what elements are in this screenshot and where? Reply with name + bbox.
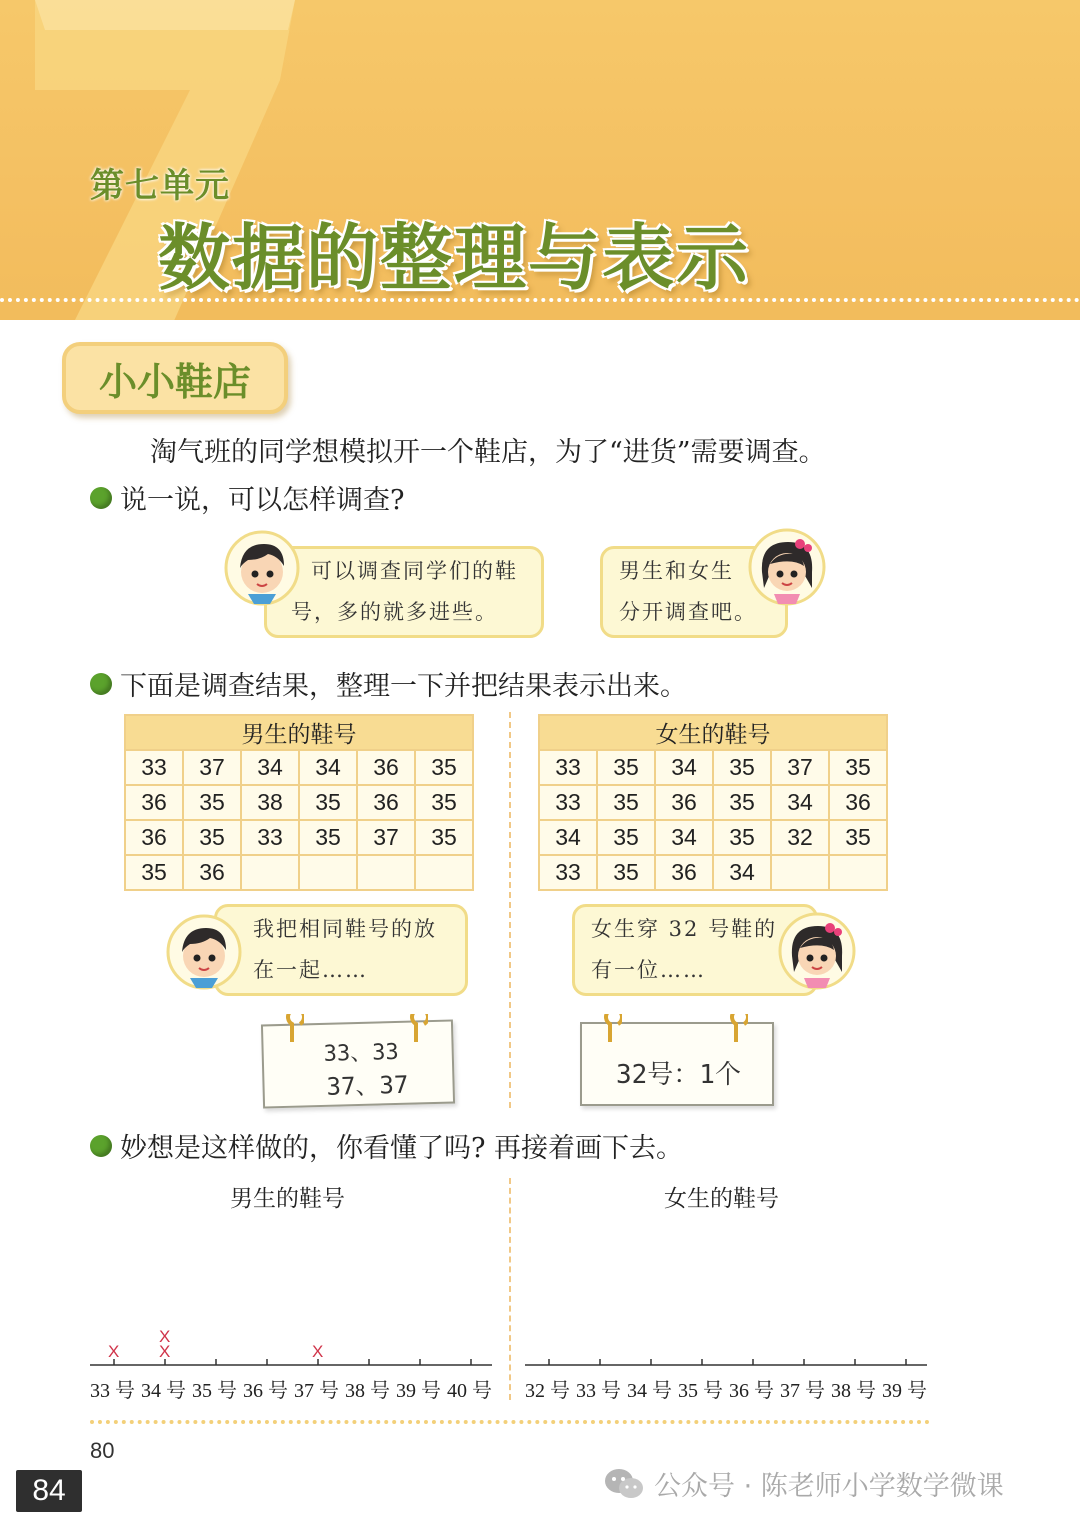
table-row	[125, 750, 473, 785]
table-cell: 35	[415, 750, 473, 785]
table-cell: 34	[539, 820, 597, 855]
table-cell: 33	[241, 820, 299, 855]
boys-chart-title: 男生的鞋号	[230, 1186, 345, 1212]
boy-avatar-icon	[224, 530, 300, 606]
page-badge: 84	[16, 1470, 82, 1512]
bubble-line: 在一起……	[253, 958, 368, 982]
table-cell: 34	[299, 750, 357, 785]
table-cell: 34	[655, 750, 713, 785]
bullet-text: 说一说，可以怎样调查?	[120, 485, 405, 516]
x-mark: X	[108, 1342, 120, 1361]
axis-tick-label: 34 号	[627, 1380, 672, 1402]
table-cell: 33	[125, 750, 183, 785]
x-mark: X	[159, 1327, 171, 1346]
chapter-header	[0, 0, 1080, 320]
table-cell	[299, 855, 357, 890]
table-cell: 36	[125, 820, 183, 855]
table-row	[125, 785, 473, 820]
table-cell: 35	[713, 750, 771, 785]
table-cell: 35	[125, 855, 183, 890]
axis-tick-label: 38 号	[831, 1380, 876, 1402]
table-cell: 35	[299, 785, 357, 820]
bullet-discuss	[90, 478, 404, 517]
bubble-line: 分开调查吧。	[619, 600, 757, 624]
bubble-line: 有一位……	[591, 958, 706, 982]
axis-tick-label: 39 号	[882, 1380, 927, 1402]
watermark	[604, 1464, 1004, 1503]
bubble-line: 男生和女生	[619, 559, 734, 583]
table-cell	[415, 855, 473, 890]
table-cell: 35	[713, 785, 771, 820]
boy-avatar-icon	[166, 914, 242, 990]
chart-divider	[509, 1178, 511, 1400]
table-row	[539, 750, 887, 785]
bubble-line: 女生穿 32 号鞋的	[591, 917, 778, 941]
table-cell: 34	[241, 750, 299, 785]
table-cell: 35	[183, 785, 241, 820]
bullet-results	[90, 664, 687, 703]
table-cell: 33	[539, 750, 597, 785]
girl-avatar-icon	[778, 912, 856, 990]
bubble-line: 号，多的就多进些。	[291, 600, 498, 624]
girls-chart-title: 女生的鞋号	[664, 1186, 779, 1212]
lesson-intro: 淘气班的同学想模拟开一个鞋店，为了“进货”需要调查。	[150, 437, 826, 468]
table-cell: 35	[597, 855, 655, 890]
table-cell: 35	[713, 820, 771, 855]
table-cell: 36	[655, 855, 713, 890]
table-row	[539, 855, 887, 890]
table-cell: 36	[655, 785, 713, 820]
table-cell: 35	[183, 820, 241, 855]
axis-tick-label: 33 号	[90, 1380, 135, 1402]
boys-shoe-size-table	[124, 714, 474, 891]
wechat-icon	[604, 1467, 644, 1501]
green-bullet-icon	[90, 673, 112, 695]
table-cell: 36	[829, 785, 887, 820]
printed-page-number: 80	[90, 1438, 115, 1463]
speech-bubble-boy-1	[264, 546, 544, 638]
girls-shoe-size-table	[538, 714, 888, 891]
table-body	[539, 750, 887, 890]
note-line: 37、37	[326, 1070, 409, 1101]
axis-tick-label: 33 号	[576, 1380, 621, 1402]
girl-avatar-icon	[748, 528, 826, 606]
table-row	[539, 785, 887, 820]
unit-title: 数据的整理与表示	[158, 216, 751, 300]
bubble-line: 我把相同鞋号的放	[253, 917, 437, 941]
table-cell: 36	[183, 855, 241, 890]
axis-tick-label: 37 号	[780, 1380, 825, 1402]
speech-bubble-boy-2	[214, 904, 468, 996]
binder-clip-icon	[724, 1014, 748, 1044]
table-cell: 36	[357, 750, 415, 785]
table-cell: 34	[655, 820, 713, 855]
axis-tick-label: 32 号	[525, 1380, 570, 1402]
header-divider	[0, 298, 1080, 302]
axis-tick-label: 40 号	[447, 1380, 492, 1402]
table-cell: 35	[299, 820, 357, 855]
x-mark: X	[312, 1342, 324, 1361]
table-row	[125, 855, 473, 890]
note-line: 32号：1个	[616, 1060, 741, 1090]
table-row	[539, 820, 887, 855]
section-divider	[509, 712, 511, 1108]
bullet-draw	[90, 1126, 683, 1165]
table-title: 男生的鞋号	[125, 715, 473, 750]
table-cell: 37	[357, 820, 415, 855]
table-cell: 34	[771, 785, 829, 820]
green-bullet-icon	[90, 487, 112, 509]
table-cell	[241, 855, 299, 890]
axis-tick-label: 35 号	[192, 1380, 237, 1402]
table-cell: 35	[597, 820, 655, 855]
girls-number-line	[525, 1356, 927, 1372]
axis-tick-label: 36 号	[729, 1380, 774, 1402]
table-body	[125, 750, 473, 890]
table-cell: 35	[415, 820, 473, 855]
x-mark: X	[159, 1342, 171, 1361]
table-title: 女生的鞋号	[539, 715, 887, 750]
table-cell	[771, 855, 829, 890]
table-row	[125, 820, 473, 855]
bullet-text: 妙想是这样做的，你看懂了吗? 再接着画下去。	[120, 1133, 684, 1164]
bullet-text: 下面是调查结果，整理一下并把结果表示出来。	[120, 671, 687, 702]
watermark-text: 公众号 · 陈老师小学数学微课	[654, 1471, 1004, 1502]
axis-tick-label: 36 号	[243, 1380, 288, 1402]
axis-tick-label: 37 号	[294, 1380, 339, 1402]
table-cell: 35	[829, 750, 887, 785]
table-cell: 37	[771, 750, 829, 785]
axis-tick-label: 34 号	[141, 1380, 186, 1402]
binder-clip-icon	[280, 1014, 304, 1044]
footer-divider	[90, 1420, 930, 1424]
table-cell: 32	[771, 820, 829, 855]
table-cell	[357, 855, 415, 890]
table-cell: 36	[125, 785, 183, 820]
unit-label: 第七单元	[90, 166, 230, 206]
table-cell	[829, 855, 887, 890]
table-cell: 33	[539, 855, 597, 890]
binder-clip-icon	[598, 1014, 622, 1044]
table-cell: 35	[829, 820, 887, 855]
bubble-line: 可以调查同学们的鞋	[311, 559, 518, 583]
table-cell: 36	[357, 785, 415, 820]
table-cell: 37	[183, 750, 241, 785]
table-cell: 35	[415, 785, 473, 820]
boys-number-line	[90, 1356, 492, 1372]
table-cell: 33	[539, 785, 597, 820]
binder-clip-icon	[404, 1014, 428, 1044]
green-bullet-icon	[90, 1135, 112, 1157]
lesson-title: 小小鞋店	[62, 342, 288, 414]
table-cell: 38	[241, 785, 299, 820]
axis-tick-label: 38 号	[345, 1380, 390, 1402]
axis-tick-label: 39 号	[396, 1380, 441, 1402]
table-cell: 35	[597, 750, 655, 785]
table-cell: 35	[597, 785, 655, 820]
axis-tick-label: 35 号	[678, 1380, 723, 1402]
table-cell: 34	[713, 855, 771, 890]
note-line: 33、33	[323, 1039, 400, 1067]
